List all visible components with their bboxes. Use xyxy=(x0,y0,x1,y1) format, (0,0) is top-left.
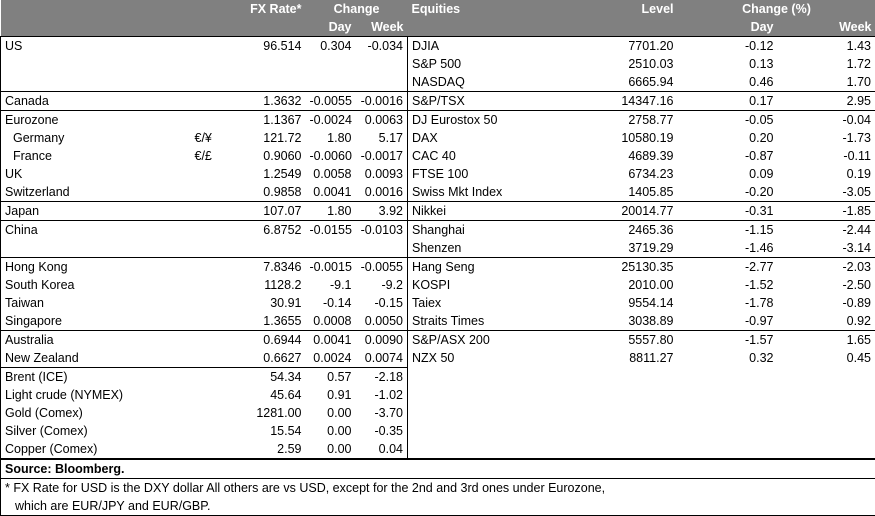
header-blank-6 xyxy=(408,18,558,37)
fx-change-day: 1.80 xyxy=(306,129,356,147)
table-row xyxy=(1,165,875,183)
fx-country-label: Light crude (NYMEX) xyxy=(1,386,191,404)
table-row xyxy=(1,331,875,350)
equity-level-value: 6734.23 xyxy=(558,165,678,183)
equity-level-value: 4689.39 xyxy=(558,147,678,165)
fx-change-day: -0.0015 xyxy=(306,258,356,277)
equity-change-week: 1.70 xyxy=(778,73,875,92)
equity-index-label: Straits Times xyxy=(408,312,558,331)
equity-change-day: 0.32 xyxy=(678,349,778,368)
fx-rate-value: 121.72 xyxy=(221,129,306,147)
equity-change-day: -1.52 xyxy=(678,276,778,294)
table-row xyxy=(1,92,875,111)
equity-index-label: DJ Eurostox 50 xyxy=(408,111,558,130)
fx-rate-value: 54.34 xyxy=(221,368,306,387)
fx-country-label: Switzerland xyxy=(1,183,191,202)
fx-rate-value: 15.54 xyxy=(221,422,306,440)
equity-level-value: 9554.14 xyxy=(558,294,678,312)
table-row xyxy=(1,129,875,147)
equity-index-label: S&P/ASX 200 xyxy=(408,331,558,350)
fx-rate-value: 1.2549 xyxy=(221,165,306,183)
fx-change-week: 3.92 xyxy=(356,202,408,221)
footer-note-row-1 xyxy=(1,479,875,498)
table-row xyxy=(1,422,875,440)
equity-change-week: 2.95 xyxy=(778,92,875,111)
fx-country-label: China xyxy=(1,221,191,240)
fx-rate-value: 0.9060 xyxy=(221,147,306,165)
fx-change-day: -0.0055 xyxy=(306,92,356,111)
fx-change-day: -0.0060 xyxy=(306,147,356,165)
equity-change-week: -0.04 xyxy=(778,111,875,130)
equity-index-label xyxy=(408,440,558,459)
fx-rate-value: 0.9858 xyxy=(221,183,306,202)
fx-pair-symbol xyxy=(191,276,221,294)
equity-change-day xyxy=(678,386,778,404)
fx-pair-symbol xyxy=(191,55,221,73)
fx-change-week: -2.18 xyxy=(356,368,408,387)
equity-level-value xyxy=(558,404,678,422)
fx-change-week xyxy=(356,239,408,258)
fx-pair-symbol: €/£ xyxy=(191,147,221,165)
table-row xyxy=(1,368,875,387)
fx-change-day xyxy=(306,55,356,73)
footer-note-row-2 xyxy=(1,497,875,516)
fx-change-week: -9.2 xyxy=(356,276,408,294)
equity-change-day: -1.78 xyxy=(678,294,778,312)
table-row xyxy=(1,183,875,202)
equity-change-week xyxy=(778,404,875,422)
fx-change-day: 1.80 xyxy=(306,202,356,221)
equity-change-week: -2.03 xyxy=(778,258,875,277)
fx-change-day: -0.0155 xyxy=(306,221,356,240)
footnote-line-1: * FX Rate for USD is the DXY dollar All others are vs USD, except for the 2nd and 3rd ones under Eurozone, xyxy=(1,479,875,498)
equity-change-week: -0.89 xyxy=(778,294,875,312)
fx-rate-value: 7.8346 xyxy=(221,258,306,277)
fx-pair-symbol xyxy=(191,165,221,183)
fx-change-day: 0.0024 xyxy=(306,349,356,368)
fx-rate-value: 1.3655 xyxy=(221,312,306,331)
equity-change-week: -1.73 xyxy=(778,129,875,147)
fx-change-week: 0.0016 xyxy=(356,183,408,202)
equity-level-value: 7701.20 xyxy=(558,37,678,56)
fx-change-week: 0.0063 xyxy=(356,111,408,130)
fx-change-week: -0.0017 xyxy=(356,147,408,165)
table-row xyxy=(1,294,875,312)
equity-index-label: DJIA xyxy=(408,37,558,56)
fx-country-label: Hong Kong xyxy=(1,258,191,277)
fx-pair-symbol xyxy=(191,349,221,368)
header-blank-2 xyxy=(191,0,221,18)
fx-rate-value xyxy=(221,73,306,92)
fx-country-label: Eurozone xyxy=(1,111,191,130)
header-fx-rate: FX Rate* xyxy=(221,0,306,18)
equity-level-value: 3038.89 xyxy=(558,312,678,331)
equity-change-week xyxy=(778,422,875,440)
equity-level-value: 2010.00 xyxy=(558,276,678,294)
equity-change-day xyxy=(678,422,778,440)
fx-rate-value: 2.59 xyxy=(221,440,306,459)
equity-change-week: 1.65 xyxy=(778,331,875,350)
fx-change-week: -0.0103 xyxy=(356,221,408,240)
fx-country-label: Germany xyxy=(1,129,191,147)
equity-level-value: 20014.77 xyxy=(558,202,678,221)
equity-change-week: 0.45 xyxy=(778,349,875,368)
equity-change-day: -0.87 xyxy=(678,147,778,165)
fx-country-label: Brent (ICE) xyxy=(1,368,191,387)
equity-change-day: -0.31 xyxy=(678,202,778,221)
equity-level-value xyxy=(558,440,678,459)
fx-change-week: -0.0055 xyxy=(356,258,408,277)
table-row xyxy=(1,276,875,294)
equity-change-day xyxy=(678,404,778,422)
table-row xyxy=(1,221,875,240)
header-blank-1 xyxy=(1,0,191,18)
equity-level-value: 8811.27 xyxy=(558,349,678,368)
equity-change-week xyxy=(778,368,875,387)
equity-index-label: S&P 500 xyxy=(408,55,558,73)
equity-level-value: 10580.19 xyxy=(558,129,678,147)
fx-rate-value: 1281.00 xyxy=(221,404,306,422)
fx-change-day: 0.0041 xyxy=(306,331,356,350)
fx-change-week: 0.04 xyxy=(356,440,408,459)
equity-level-value: 14347.16 xyxy=(558,92,678,111)
header-fx-day: Day xyxy=(306,18,356,37)
header-change-pct: Change (%) xyxy=(678,0,875,18)
equity-index-label xyxy=(408,386,558,404)
table-body xyxy=(1,37,875,459)
fx-country-label xyxy=(1,73,191,92)
fx-change-week: -0.0016 xyxy=(356,92,408,111)
equity-index-label: Shenzen xyxy=(408,239,558,258)
equity-level-value: 6665.94 xyxy=(558,73,678,92)
header-change: Change xyxy=(306,0,408,18)
equity-change-day: -0.97 xyxy=(678,312,778,331)
header-equities: Equities xyxy=(408,0,558,18)
fx-country-label: Taiwan xyxy=(1,294,191,312)
fx-pair-symbol xyxy=(191,239,221,258)
fx-change-week: 0.0050 xyxy=(356,312,408,331)
equity-level-value: 2465.36 xyxy=(558,221,678,240)
fx-pair-symbol xyxy=(191,258,221,277)
fx-pair-symbol xyxy=(191,73,221,92)
fx-rate-value: 30.91 xyxy=(221,294,306,312)
fx-change-day: 0.00 xyxy=(306,404,356,422)
equity-change-week: 1.43 xyxy=(778,37,875,56)
equity-change-day: -0.20 xyxy=(678,183,778,202)
equity-change-week: -2.44 xyxy=(778,221,875,240)
fx-rate-value: 1.1367 xyxy=(221,111,306,130)
fx-pair-symbol xyxy=(191,404,221,422)
equity-change-day: 0.09 xyxy=(678,165,778,183)
equity-index-label: Taiex xyxy=(408,294,558,312)
header-blank-4 xyxy=(191,18,221,37)
fx-pair-symbol xyxy=(191,183,221,202)
source-note: Source: Bloomberg. xyxy=(1,460,875,479)
fx-pair-symbol xyxy=(191,294,221,312)
fx-change-week: 0.0074 xyxy=(356,349,408,368)
fx-change-day xyxy=(306,73,356,92)
table-row xyxy=(1,55,875,73)
table-row xyxy=(1,386,875,404)
fx-change-week: -3.70 xyxy=(356,404,408,422)
equity-index-label: DAX xyxy=(408,129,558,147)
equity-level-value: 2758.77 xyxy=(558,111,678,130)
fx-change-week: 0.0093 xyxy=(356,165,408,183)
table-footer xyxy=(0,459,875,516)
fx-pair-symbol xyxy=(191,422,221,440)
fx-rate-value: 107.07 xyxy=(221,202,306,221)
fx-change-day: 0.304 xyxy=(306,37,356,56)
equity-index-label: Shanghai xyxy=(408,221,558,240)
fx-pair-symbol xyxy=(191,221,221,240)
fx-change-week: -0.15 xyxy=(356,294,408,312)
equity-change-week: -3.14 xyxy=(778,239,875,258)
equity-index-label: S&P/TSX xyxy=(408,92,558,111)
header-fx-week: Week xyxy=(356,18,408,37)
fx-rate-value: 0.6627 xyxy=(221,349,306,368)
header-eq-day: Day xyxy=(678,18,778,37)
fx-change-week: -0.35 xyxy=(356,422,408,440)
table-row xyxy=(1,312,875,331)
fx-country-label: New Zealand xyxy=(1,349,191,368)
equity-level-value: 2510.03 xyxy=(558,55,678,73)
fx-change-day: -0.0024 xyxy=(306,111,356,130)
equity-index-label xyxy=(408,422,558,440)
equity-change-day: -1.57 xyxy=(678,331,778,350)
fx-rate-value: 45.64 xyxy=(221,386,306,404)
equity-change-day xyxy=(678,368,778,387)
fx-change-day: -0.14 xyxy=(306,294,356,312)
fx-country-label: UK xyxy=(1,165,191,183)
fx-change-week xyxy=(356,55,408,73)
header-row-2 xyxy=(1,18,875,37)
fx-change-day: 0.0008 xyxy=(306,312,356,331)
equity-change-day: -0.05 xyxy=(678,111,778,130)
fx-rate-value: 1.3632 xyxy=(221,92,306,111)
equity-index-label: NASDAQ xyxy=(408,73,558,92)
table-header xyxy=(1,0,875,37)
equity-change-week: -3.05 xyxy=(778,183,875,202)
footnote-line-2: which are EUR/JPY and EUR/GBP. xyxy=(1,497,875,516)
fx-pair-symbol xyxy=(191,386,221,404)
equity-index-label: KOSPI xyxy=(408,276,558,294)
equity-level-value xyxy=(558,386,678,404)
header-level: Level xyxy=(558,0,678,18)
equity-change-week: -0.11 xyxy=(778,147,875,165)
fx-change-week: -0.034 xyxy=(356,37,408,56)
fx-change-week: -1.02 xyxy=(356,386,408,404)
equity-level-value xyxy=(558,368,678,387)
equity-level-value: 25130.35 xyxy=(558,258,678,277)
equity-change-day: -1.15 xyxy=(678,221,778,240)
equity-change-week: 0.19 xyxy=(778,165,875,183)
fx-pair-symbol xyxy=(191,202,221,221)
fx-change-week: 5.17 xyxy=(356,129,408,147)
equity-change-day: -0.12 xyxy=(678,37,778,56)
equity-level-value: 5557.80 xyxy=(558,331,678,350)
fx-country-label: France xyxy=(1,147,191,165)
table-row xyxy=(1,349,875,368)
fx-rate-value: 6.8752 xyxy=(221,221,306,240)
fx-country-label xyxy=(1,239,191,258)
equity-change-day: 0.20 xyxy=(678,129,778,147)
fx-rate-value xyxy=(221,239,306,258)
equity-change-day: 0.13 xyxy=(678,55,778,73)
fx-rate-value: 0.6944 xyxy=(221,331,306,350)
equity-index-label xyxy=(408,404,558,422)
fx-country-label: Gold (Comex) xyxy=(1,404,191,422)
header-row-1 xyxy=(1,0,875,18)
fx-pair-symbol xyxy=(191,312,221,331)
table-row xyxy=(1,147,875,165)
equity-index-label: Hang Seng xyxy=(408,258,558,277)
fx-pair-symbol xyxy=(191,440,221,459)
equity-change-week: 0.92 xyxy=(778,312,875,331)
fx-pair-symbol xyxy=(191,111,221,130)
fx-country-label: Canada xyxy=(1,92,191,111)
fx-pair-symbol xyxy=(191,368,221,387)
fx-country-label xyxy=(1,55,191,73)
equity-change-week xyxy=(778,440,875,459)
fx-change-day: -9.1 xyxy=(306,276,356,294)
equity-change-week: 1.72 xyxy=(778,55,875,73)
equity-index-label xyxy=(408,368,558,387)
fx-rate-value: 1128.2 xyxy=(221,276,306,294)
equity-level-value: 1405.85 xyxy=(558,183,678,202)
table-row xyxy=(1,404,875,422)
fx-country-label: Silver (Comex) xyxy=(1,422,191,440)
fx-pair-symbol: €/¥ xyxy=(191,129,221,147)
table-row xyxy=(1,239,875,258)
equity-change-day xyxy=(678,440,778,459)
table-row xyxy=(1,37,875,56)
fx-change-week: 0.0090 xyxy=(356,331,408,350)
equity-index-label: Nikkei xyxy=(408,202,558,221)
fx-pair-symbol xyxy=(191,331,221,350)
equity-change-day: -1.46 xyxy=(678,239,778,258)
fx-change-day: 0.0058 xyxy=(306,165,356,183)
equity-change-day: 0.17 xyxy=(678,92,778,111)
footer-source-row xyxy=(1,460,875,479)
fx-country-label: Singapore xyxy=(1,312,191,331)
fx-rate-value xyxy=(221,55,306,73)
equity-change-day: 0.46 xyxy=(678,73,778,92)
equity-level-value xyxy=(558,422,678,440)
equity-change-week: -2.50 xyxy=(778,276,875,294)
fx-country-label: South Korea xyxy=(1,276,191,294)
equity-index-label: CAC 40 xyxy=(408,147,558,165)
fx-change-day: 0.00 xyxy=(306,440,356,459)
fx-rate-value: 96.514 xyxy=(221,37,306,56)
table-row xyxy=(1,202,875,221)
fx-pair-symbol xyxy=(191,92,221,111)
fx-change-day: 0.00 xyxy=(306,422,356,440)
table-row xyxy=(1,258,875,277)
fx-change-day: 0.91 xyxy=(306,386,356,404)
fx-change-day: 0.57 xyxy=(306,368,356,387)
equity-index-label: Swiss Mkt Index xyxy=(408,183,558,202)
fx-change-week xyxy=(356,73,408,92)
table-row xyxy=(1,111,875,130)
table-row xyxy=(1,73,875,92)
equity-change-week xyxy=(778,386,875,404)
fx-country-label: Japan xyxy=(1,202,191,221)
fx-country-label: Copper (Comex) xyxy=(1,440,191,459)
header-blank-7 xyxy=(558,18,678,37)
fx-pair-symbol xyxy=(191,37,221,56)
header-blank-3 xyxy=(1,18,191,37)
equity-index-label: NZX 50 xyxy=(408,349,558,368)
header-blank-5 xyxy=(221,18,306,37)
equity-index-label: FTSE 100 xyxy=(408,165,558,183)
equity-level-value: 3719.29 xyxy=(558,239,678,258)
equity-change-week: -1.85 xyxy=(778,202,875,221)
table-row xyxy=(1,440,875,459)
header-eq-week: Week xyxy=(778,18,875,37)
fx-country-label: US xyxy=(1,37,191,56)
fx-country-label: Australia xyxy=(1,331,191,350)
fx-change-day: 0.0041 xyxy=(306,183,356,202)
fx-change-day xyxy=(306,239,356,258)
equity-change-day: -2.77 xyxy=(678,258,778,277)
